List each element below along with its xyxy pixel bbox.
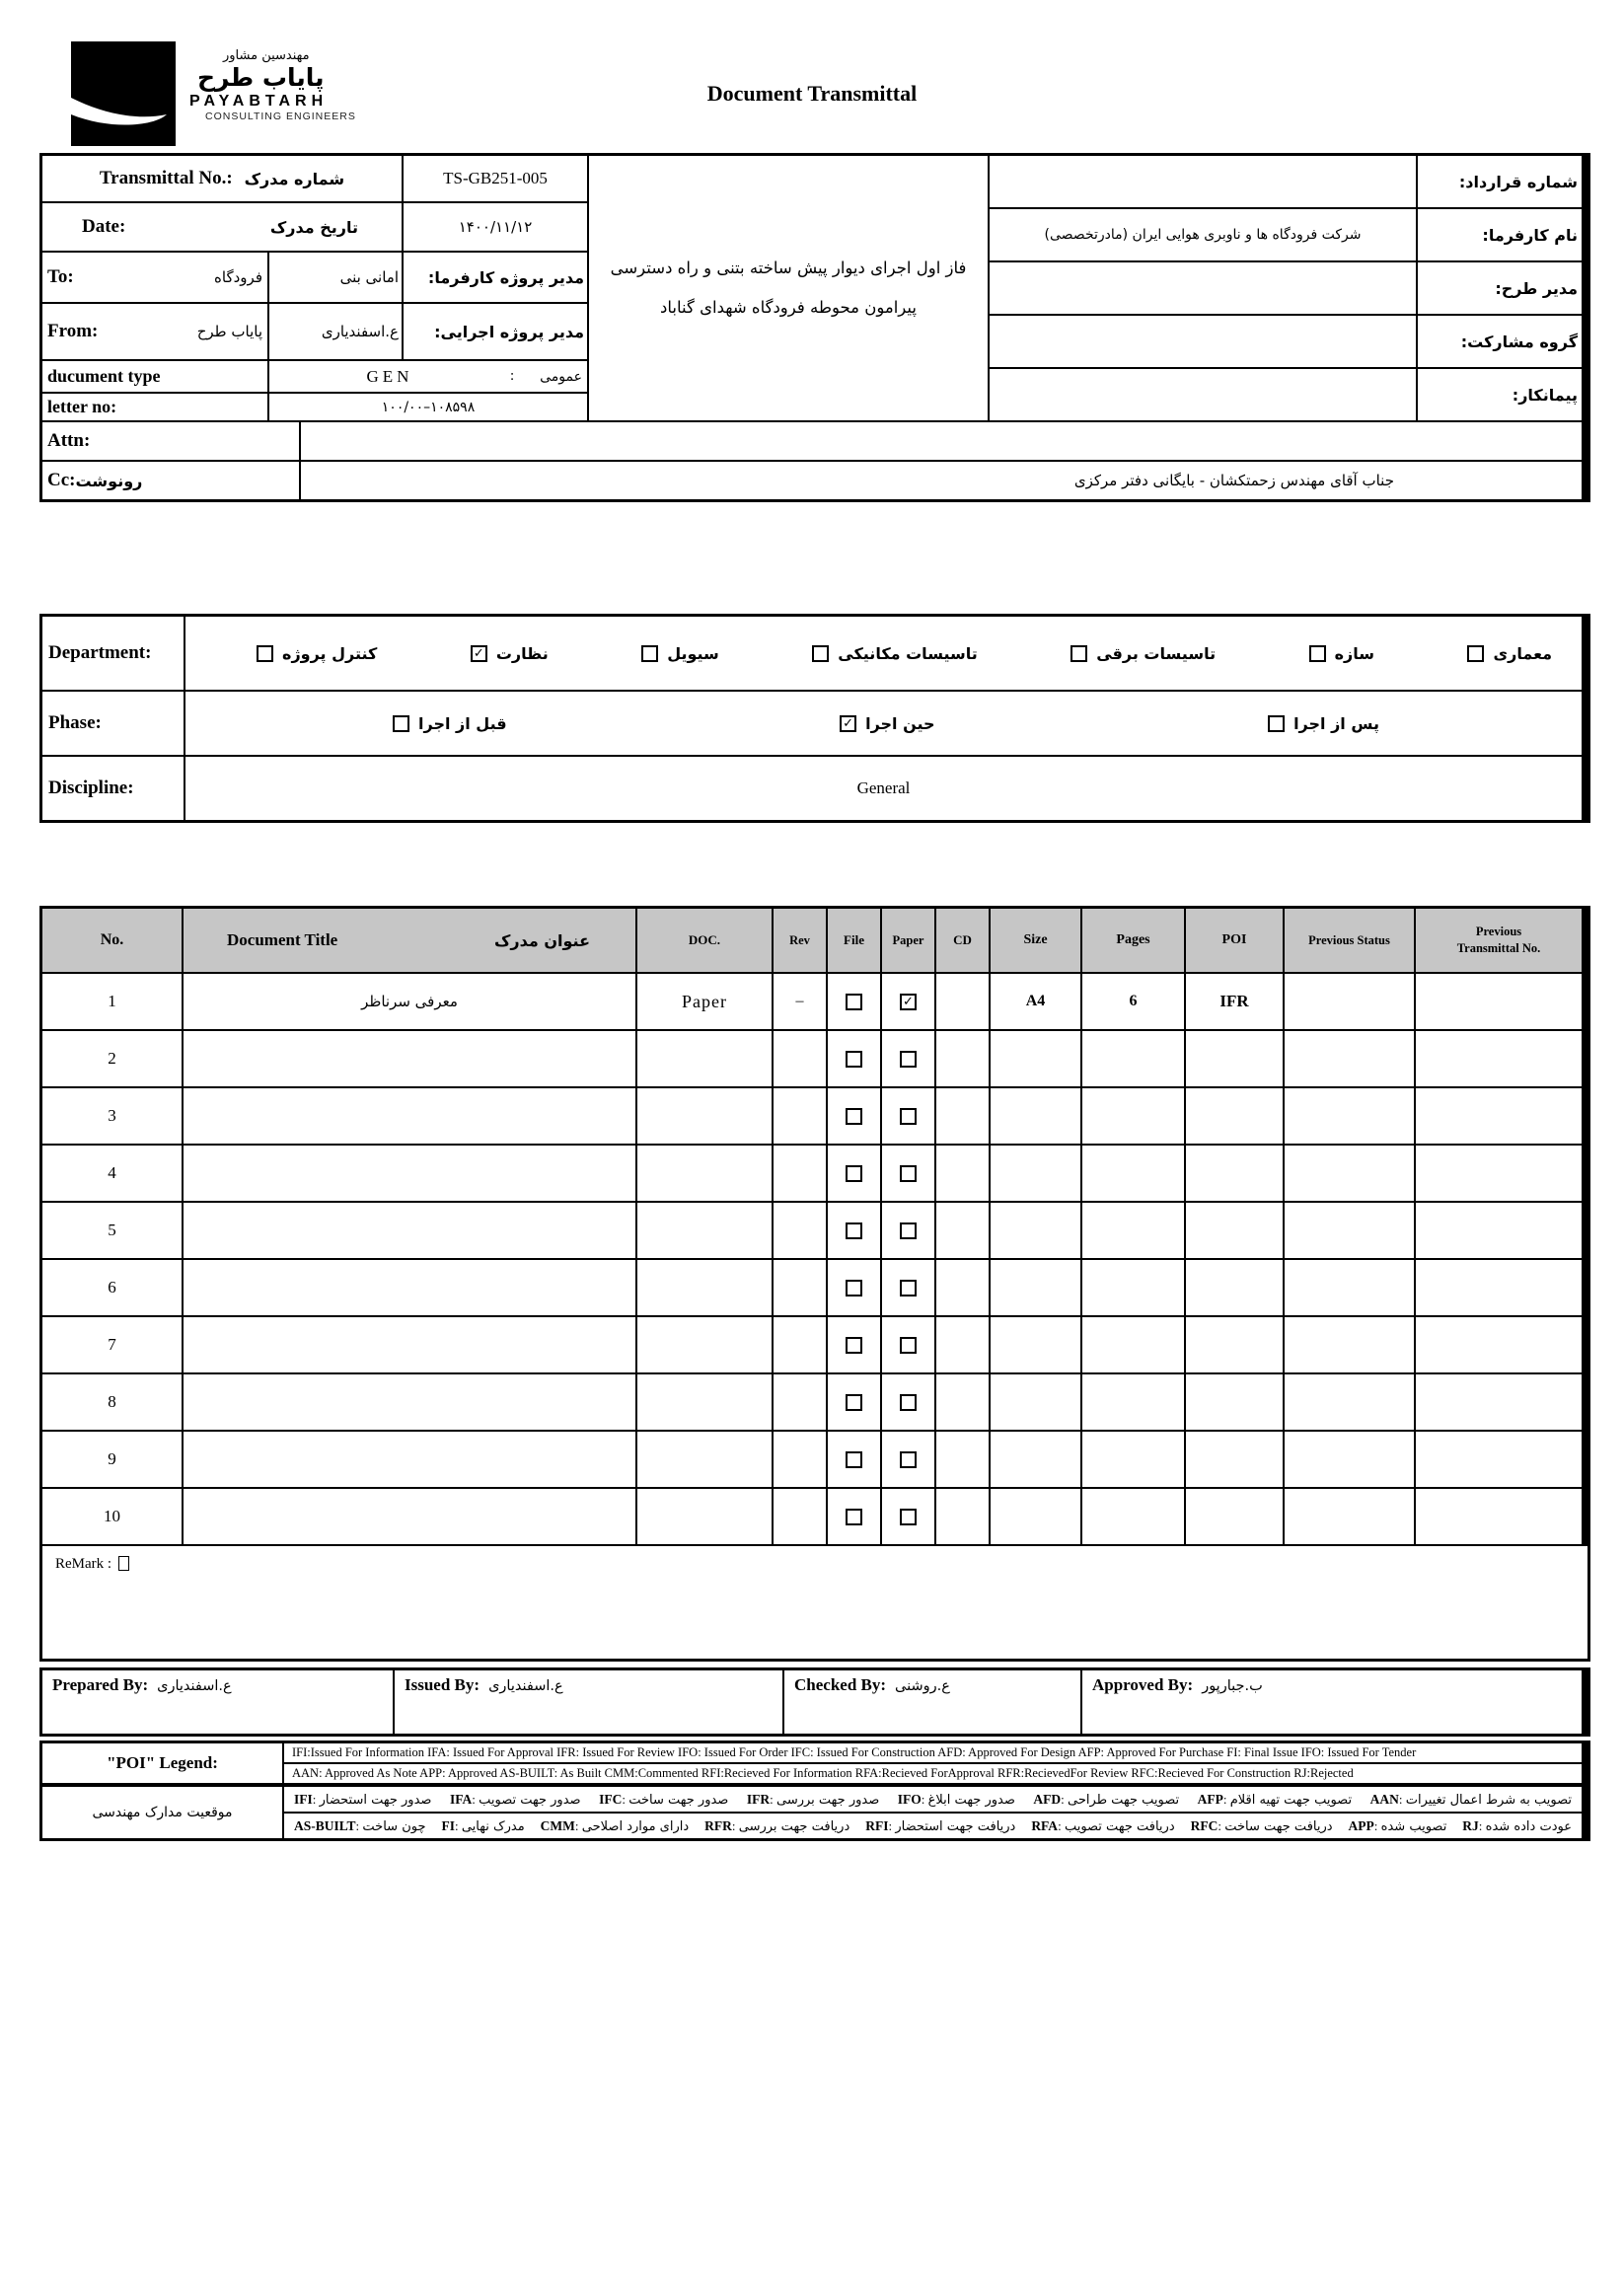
- cell-paper: [882, 974, 934, 1029]
- attn-label: Attn:: [42, 422, 299, 460]
- cell-file: [828, 1374, 880, 1430]
- discipline-label: Discipline:: [42, 757, 184, 820]
- cell-cd: [936, 1203, 989, 1258]
- col-file: File: [828, 909, 880, 972]
- cell-paper: [882, 1088, 934, 1144]
- col-pages: Pages: [1082, 909, 1184, 972]
- empty-checkbox[interactable]: [1309, 645, 1326, 662]
- legend-item: RFC: دریافت جهت ساخت: [1190, 1817, 1333, 1834]
- cell-paper: [882, 1260, 934, 1315]
- phase-options: [185, 692, 1582, 755]
- legend-item: IFR: صدور جهت بررسی: [746, 1791, 880, 1808]
- contract-info-label: شماره قرارداد:: [1418, 156, 1582, 207]
- cell-prev-status: [1285, 1031, 1414, 1086]
- cell-rev: –: [774, 974, 826, 1029]
- poi-legend-fa-row-1: [284, 1787, 1582, 1812]
- transmittal-no-label: Transmittal No.: شماره مدرک: [42, 156, 402, 201]
- cell-prev-transmittal: [1416, 1260, 1582, 1315]
- cell-prev-transmittal: [1416, 1146, 1582, 1201]
- cell-title: [184, 1203, 635, 1258]
- to-role-label: مدیر پروژه کارفرما:: [404, 253, 587, 302]
- signature-cell: [1082, 1670, 1582, 1734]
- cell-pages: [1082, 1146, 1184, 1201]
- cell-size: [991, 1203, 1080, 1258]
- cell-prev-status: [1285, 974, 1414, 1029]
- cell-file: [828, 1088, 880, 1144]
- cell-title: [184, 1432, 635, 1487]
- page-title: Document Transmittal: [706, 81, 918, 106]
- signature-cell: [784, 1670, 1080, 1734]
- cell-rev: [774, 1317, 826, 1372]
- cell-pages: [1082, 1374, 1184, 1430]
- checkbox-item: [840, 714, 934, 733]
- checked-checkbox[interactable]: ✓: [471, 645, 487, 662]
- contract-info-value: [990, 369, 1416, 420]
- cell-title: معرفی سرناظر: [184, 974, 635, 1029]
- cell-size: [991, 1432, 1080, 1487]
- empty-checkbox[interactable]: [900, 1108, 917, 1125]
- contract-info-label: مدیر طرح:: [1418, 262, 1582, 314]
- signature-cell: [395, 1670, 782, 1734]
- cell-rev: [774, 1489, 826, 1544]
- signature-cell: [42, 1670, 393, 1734]
- cell-rev: [774, 1146, 826, 1201]
- cell-prev-status: [1285, 1317, 1414, 1372]
- logo-fa-name: پایاب طرح: [197, 62, 325, 92]
- poi-legend-row-1: IFI:Issued For Information IFA: Issued For Approval IFR: Issued For Review IFO: Issued For Order IFC: Issued For Construction AFD: Approved For Design AFP: Approved For Purchase FI: Final Issue IFO: Issued For Tender: [284, 1743, 1582, 1762]
- checked-checkbox[interactable]: ✓: [840, 715, 856, 732]
- checkbox-item: [812, 644, 977, 663]
- cell-cd: [936, 1317, 989, 1372]
- checkbox-item: [471, 644, 549, 663]
- transmittal-no-value: TS-GB251-005: [404, 156, 587, 201]
- cell-file: [828, 1432, 880, 1487]
- cc-value: جناب آقای مهندس زحمتکشان - بایگانی دفتر مرکزی: [301, 462, 1582, 499]
- table-row: [42, 1203, 1587, 1258]
- table-row: [42, 1374, 1587, 1430]
- cell-cd: [936, 1088, 989, 1144]
- checkbox-item: [1268, 714, 1379, 733]
- checkbox-item: [1070, 644, 1216, 663]
- cell-size: [991, 1146, 1080, 1201]
- cell-rev: [774, 1088, 826, 1144]
- col-paper: Paper: [882, 909, 934, 972]
- cell-file: [828, 1031, 880, 1086]
- cell-prev-transmittal: [1416, 1374, 1582, 1430]
- contract-info-rows: [990, 156, 1582, 420]
- cell-title: [184, 1260, 635, 1315]
- from-role-label: مدیر پروژه اجرایی:: [404, 304, 587, 359]
- project-description: فاز اول اجرای دیوار پیش ساخته بتنی و راه دسترسی پیرامون محوطه فرودگاه شهدای گناباد: [589, 156, 988, 420]
- empty-checkbox[interactable]: [900, 1337, 917, 1354]
- poi-legend-fa-table: [39, 1784, 1590, 1841]
- table-row: [42, 1432, 1587, 1487]
- poi-legend-fa-row-2: [284, 1814, 1582, 1838]
- signature-name: ع.اسفندیاری: [488, 1678, 563, 1694]
- legend-item: RFA: دریافت جهت تصویب: [1031, 1817, 1175, 1834]
- phase-label: Phase:: [42, 692, 184, 755]
- empty-checkbox[interactable]: [846, 1280, 862, 1296]
- empty-checkbox[interactable]: [900, 1051, 917, 1068]
- empty-checkbox[interactable]: [900, 1280, 917, 1296]
- empty-checkbox[interactable]: [1070, 645, 1087, 662]
- empty-checkbox[interactable]: [900, 1509, 917, 1525]
- signature-name: ب.جبارپور: [1202, 1678, 1263, 1694]
- cell-no: 8: [42, 1374, 182, 1430]
- table-row: [42, 1317, 1587, 1372]
- cell-pages: [1082, 1260, 1184, 1315]
- cell-cd: [936, 1146, 989, 1201]
- missing-glyph-box: [118, 1556, 129, 1571]
- cc-label: Cc: رونوشت: [42, 462, 299, 499]
- cell-title: [184, 1317, 635, 1372]
- checkbox-label: معماری: [1493, 643, 1552, 663]
- cell-title: [184, 1374, 635, 1430]
- document-type-label: ducument type: [42, 361, 267, 392]
- table-row: [42, 1146, 1587, 1201]
- cell-prev-transmittal: [1416, 974, 1582, 1029]
- cell-rev: [774, 1031, 826, 1086]
- cell-pages: 6: [1082, 974, 1184, 1029]
- table-row: [42, 1088, 1587, 1144]
- checkbox-label: سازه: [1334, 643, 1374, 663]
- cell-paper: [882, 1374, 934, 1430]
- cell-no: 4: [42, 1146, 182, 1201]
- cell-poi: [1186, 1031, 1283, 1086]
- cell-paper: [882, 1317, 934, 1372]
- cell-size: [991, 1489, 1080, 1544]
- signature-name: ع.روشنی: [895, 1678, 950, 1694]
- contract-info-label: گروه مشارکت:: [1418, 316, 1582, 367]
- document-table: [39, 906, 1590, 1662]
- cell-prev-transmittal: [1416, 1489, 1582, 1544]
- empty-checkbox[interactable]: [900, 1222, 917, 1239]
- col-rev: Rev: [774, 909, 826, 972]
- col-size: Size: [991, 909, 1080, 972]
- cell-no: 6: [42, 1260, 182, 1315]
- date-label: Date: تاریخ مدرک: [42, 203, 402, 251]
- cell-cd: [936, 1489, 989, 1544]
- cell-pages: [1082, 1203, 1184, 1258]
- empty-checkbox[interactable]: [846, 1394, 862, 1411]
- cell-file: [828, 1489, 880, 1544]
- cell-pages: [1082, 1031, 1184, 1086]
- cell-doc: [637, 1203, 772, 1258]
- cell-file: [828, 1317, 880, 1372]
- signature-name: ع.اسفندیاری: [157, 1678, 232, 1694]
- empty-checkbox[interactable]: [1467, 645, 1484, 662]
- cell-poi: [1186, 1489, 1283, 1544]
- cell-prev-status: [1285, 1260, 1414, 1315]
- checkbox-item: [257, 644, 377, 663]
- cell-rev: [774, 1260, 826, 1315]
- cell-poi: [1186, 1374, 1283, 1430]
- cell-no: 7: [42, 1317, 182, 1372]
- cell-doc: [637, 1432, 772, 1487]
- empty-checkbox[interactable]: [900, 1451, 917, 1468]
- cell-prev-transmittal: [1416, 1432, 1582, 1487]
- poi-legend-table: [39, 1741, 1590, 1786]
- logo-fa-subtitle: مهندسین مشاور: [223, 48, 310, 63]
- cell-paper: [882, 1031, 934, 1086]
- legend-item: IFO: صدور جهت ابلاغ: [897, 1791, 1015, 1808]
- signature-label: Issued By:: [405, 1675, 480, 1694]
- cell-size: [991, 1031, 1080, 1086]
- col-prev-transmittal: Previous Transmittal No.: [1416, 909, 1582, 972]
- poi-legend-label: "POI" Legend:: [42, 1743, 282, 1783]
- legend-item: IFA: صدور جهت تصویب: [449, 1791, 581, 1808]
- cell-doc: [637, 1374, 772, 1430]
- logo-en-name: PAYABTARH: [189, 92, 329, 110]
- cell-prev-transmittal: [1416, 1088, 1582, 1144]
- remark-label: ReMark :: [55, 1556, 112, 1572]
- contract-info-value: [990, 316, 1416, 367]
- table-row: [42, 1489, 1587, 1544]
- cell-paper: [882, 1203, 934, 1258]
- cell-rev: [774, 1203, 826, 1258]
- checkbox-label: پس از اجرا: [1293, 713, 1379, 733]
- cell-pages: [1082, 1489, 1184, 1544]
- legend-item: RJ: عودت داده شده: [1462, 1817, 1572, 1834]
- cell-doc: [637, 1031, 772, 1086]
- cell-no: 9: [42, 1432, 182, 1487]
- attn-value: [301, 422, 1582, 460]
- cell-doc: Paper: [637, 974, 772, 1029]
- transmittal-info-table: [39, 153, 1590, 502]
- empty-checkbox[interactable]: [900, 1165, 917, 1182]
- cell-poi: [1186, 1432, 1283, 1487]
- cell-paper: [882, 1432, 934, 1487]
- col-no: No.: [42, 909, 182, 972]
- checkbox-item: [1467, 644, 1552, 663]
- empty-checkbox[interactable]: [846, 1165, 862, 1182]
- cell-file: [828, 974, 880, 1029]
- legend-item: APP: تصویب شده: [1348, 1817, 1447, 1834]
- cell-prev-status: [1285, 1203, 1414, 1258]
- col-title: Document Title عنوان مدرک: [184, 909, 635, 972]
- poi-legend-fa-label: موقعیت مدارک مهندسی: [42, 1787, 282, 1838]
- legend-item: IFC: صدور جهت ساخت: [599, 1791, 729, 1808]
- cell-doc: [637, 1489, 772, 1544]
- contract-info-value: [990, 156, 1416, 207]
- contract-info-label: پیمانکار:: [1418, 369, 1582, 420]
- remark-area: [42, 1546, 1587, 1659]
- empty-checkbox[interactable]: [257, 645, 273, 662]
- table-row: [42, 1260, 1587, 1315]
- legend-item: CMM: دارای موارد اصلاحی: [540, 1817, 690, 1834]
- legend-item: RFI: دریافت جهت استحضار: [865, 1817, 1016, 1834]
- cell-poi: [1186, 1317, 1283, 1372]
- cell-title: [184, 1489, 635, 1544]
- empty-checkbox[interactable]: [846, 994, 862, 1010]
- department-options: [185, 617, 1582, 690]
- checkbox-label: نظارت: [495, 643, 549, 663]
- cell-pages: [1082, 1432, 1184, 1487]
- from-person: ع.اسفندیاری: [269, 304, 402, 359]
- letter-no-value: ۱۰۰/۰۰–۱۰۸۵۹۸: [269, 394, 587, 420]
- cell-prev-transmittal: [1416, 1203, 1582, 1258]
- checkbox-item: [641, 644, 719, 663]
- cell-size: [991, 1260, 1080, 1315]
- legend-item: RFR: دریافت جهت بررسی: [704, 1817, 850, 1834]
- letter-no-label: letter no:: [42, 394, 267, 420]
- department-label: Department:: [42, 617, 184, 690]
- signature-table: [39, 1667, 1590, 1737]
- contract-info-value: شرکت فرودگاه ها و ناوبری هوایی ایران (مادرتخصصی): [990, 209, 1416, 260]
- cell-doc: [637, 1146, 772, 1201]
- empty-checkbox[interactable]: [900, 1394, 917, 1411]
- checkbox-label: تاسیسات مکانیکی: [838, 643, 978, 663]
- cell-prev-transmittal: [1416, 1317, 1582, 1372]
- document-table-header: [42, 909, 1587, 972]
- cell-file: [828, 1146, 880, 1201]
- empty-checkbox[interactable]: [846, 1108, 862, 1125]
- legend-item: AS-BUILT: چون ساخت: [294, 1817, 426, 1834]
- cell-size: A4: [991, 974, 1080, 1029]
- cell-cd: [936, 974, 989, 1029]
- cell-prev-status: [1285, 1432, 1414, 1487]
- col-poi: POI: [1186, 909, 1283, 972]
- cell-pages: [1082, 1088, 1184, 1144]
- cell-poi: [1186, 1203, 1283, 1258]
- checkbox-label: کنترل پروژه: [282, 643, 378, 663]
- contract-info-value: [990, 262, 1416, 314]
- cell-prev-status: [1285, 1146, 1414, 1201]
- cell-cd: [936, 1031, 989, 1086]
- table-row: [42, 974, 1587, 1029]
- from-field: From: پایاب طرح: [42, 304, 267, 359]
- legend-item: FI: مدرک نهایی: [441, 1817, 525, 1834]
- legend-item: IFI: صدور جهت استحضار: [294, 1791, 432, 1808]
- cell-cd: [936, 1260, 989, 1315]
- cell-prev-status: [1285, 1374, 1414, 1430]
- empty-checkbox[interactable]: [812, 645, 829, 662]
- signature-label: Prepared By:: [52, 1675, 149, 1694]
- empty-checkbox[interactable]: [641, 645, 658, 662]
- empty-checkbox[interactable]: [846, 1509, 862, 1525]
- empty-checkbox[interactable]: [846, 1451, 862, 1468]
- document-type-value: GEN : عمومی: [269, 361, 587, 392]
- cell-size: [991, 1317, 1080, 1372]
- date-value: ۱۴۰۰/۱۱/۱۲: [404, 203, 587, 251]
- cell-doc: [637, 1088, 772, 1144]
- cell-poi: [1186, 1260, 1283, 1315]
- checkbox-label: سیویل: [667, 643, 719, 663]
- to-person: امانی بنی: [269, 253, 402, 302]
- cell-poi: [1186, 1088, 1283, 1144]
- cell-no: 1: [42, 974, 182, 1029]
- cell-paper: [882, 1489, 934, 1544]
- cell-no: 5: [42, 1203, 182, 1258]
- cell-paper: [882, 1146, 934, 1201]
- cell-cd: [936, 1432, 989, 1487]
- checkbox-label: حین اجرا: [865, 713, 935, 733]
- cell-pages: [1082, 1317, 1184, 1372]
- discipline-value: General: [185, 757, 1582, 820]
- cell-doc: [637, 1260, 772, 1315]
- cell-prev-transmittal: [1416, 1031, 1582, 1086]
- cell-cd: [936, 1374, 989, 1430]
- logo-en-subtitle: CONSULTING ENGINEERS: [205, 111, 356, 123]
- cell-size: [991, 1374, 1080, 1430]
- cell-prev-status: [1285, 1489, 1414, 1544]
- contract-info-label: نام کارفرما:: [1418, 209, 1582, 260]
- poi-legend-row-2: AAN: Approved As Note APP: Approved AS-BUILT: As Built CMM:Commented RFI:Recieved For Information RFA:Recieved ForApproval RFR:RecievedFor Review RFC:Recieved For Construction RJ:Rejected: [284, 1764, 1582, 1783]
- legend-item: AFD: تصویب جهت طراحی: [1033, 1791, 1180, 1808]
- empty-checkbox[interactable]: [393, 715, 409, 732]
- cell-no: 2: [42, 1031, 182, 1086]
- col-doc: DOC.: [637, 909, 772, 972]
- cell-title: [184, 1146, 635, 1201]
- cell-title: [184, 1088, 635, 1144]
- cell-file: [828, 1203, 880, 1258]
- empty-checkbox[interactable]: [846, 1051, 862, 1068]
- cell-poi: IFR: [1186, 974, 1283, 1029]
- cell-prev-status: [1285, 1088, 1414, 1144]
- cell-file: [828, 1260, 880, 1315]
- checkbox-label: قبل از اجرا: [418, 713, 507, 733]
- table-row: [42, 1031, 1587, 1086]
- cell-size: [991, 1088, 1080, 1144]
- cell-poi: [1186, 1146, 1283, 1201]
- cell-rev: [774, 1374, 826, 1430]
- checkbox-item: [393, 714, 507, 733]
- checkbox-label: تاسیسات برقی: [1096, 643, 1217, 663]
- empty-checkbox[interactable]: [846, 1337, 862, 1354]
- signature-label: Approved By:: [1092, 1675, 1194, 1694]
- legend-item: AFP: تصویب جهت تهیه اقلام: [1197, 1791, 1353, 1808]
- cell-no: 3: [42, 1088, 182, 1144]
- empty-checkbox[interactable]: [846, 1222, 862, 1239]
- cell-title: [184, 1031, 635, 1086]
- cell-no: 10: [42, 1489, 182, 1544]
- to-field: To: فرودگاه: [42, 253, 267, 302]
- empty-checkbox[interactable]: [1268, 715, 1285, 732]
- checked-checkbox[interactable]: ✓: [900, 994, 917, 1010]
- legend-item: AAN: تصویب به شرط اعمال تغییرات: [1369, 1791, 1572, 1808]
- cell-doc: [637, 1317, 772, 1372]
- cell-rev: [774, 1432, 826, 1487]
- checkbox-item: [1309, 644, 1374, 663]
- col-cd: CD: [936, 909, 989, 972]
- classification-table: [39, 614, 1590, 823]
- col-prev-status: Previous Status: [1285, 909, 1414, 972]
- signature-label: Checked By:: [794, 1675, 887, 1694]
